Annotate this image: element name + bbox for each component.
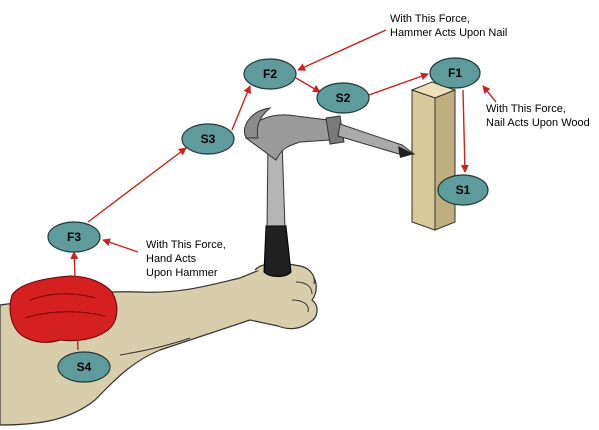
arrow-f2-s2 [296, 78, 320, 92]
arrow-ann-hand-hammer [103, 240, 138, 252]
arrow-ann-nail-wood [483, 86, 496, 102]
annotation-hand-hammer [146, 239, 226, 279]
node-f1 [430, 58, 480, 88]
annotation-hammer-nail-line1: With This Force, [390, 13, 470, 25]
node-f1-label: F1 [447, 66, 463, 80]
annotation-hand-hammer-line2: Hand Acts [146, 253, 197, 265]
node-s4 [58, 352, 110, 382]
node-f2-label: F2 [262, 67, 278, 81]
annotation-hammer-nail-line2: Hammer Acts Upon Nail [390, 27, 508, 39]
node-f2 [244, 59, 296, 89]
arrow-f3-s3 [88, 148, 186, 222]
node-f3-label: F3 [66, 230, 82, 244]
sleeve [10, 276, 117, 342]
annotation-hammer-nail [390, 13, 507, 39]
annotation-hand-hammer-line1: With This Force, [146, 239, 226, 251]
node-s2 [317, 83, 369, 113]
hammer [244, 108, 344, 277]
node-s4-label: S4 [76, 360, 92, 374]
node-f3 [48, 222, 100, 252]
node-s3-label: S3 [200, 132, 216, 146]
annotation-nail-wood [486, 103, 590, 129]
node-s3 [182, 124, 234, 154]
annotation-nail-wood-line1: With This Force, [486, 103, 566, 115]
node-s1-label: S1 [455, 183, 471, 197]
nail [338, 124, 414, 158]
node-s1 [438, 175, 488, 205]
arrow-ann-hammer-nail [298, 30, 386, 70]
node-s2-label: S2 [335, 91, 351, 105]
wood-block [412, 82, 455, 230]
annotation-nail-wood-line2: Nail Acts Upon Wood [486, 117, 590, 129]
annotation-hand-hammer-line3: Upon Hammer [146, 267, 218, 279]
arrow-f1-s1 [463, 90, 465, 172]
